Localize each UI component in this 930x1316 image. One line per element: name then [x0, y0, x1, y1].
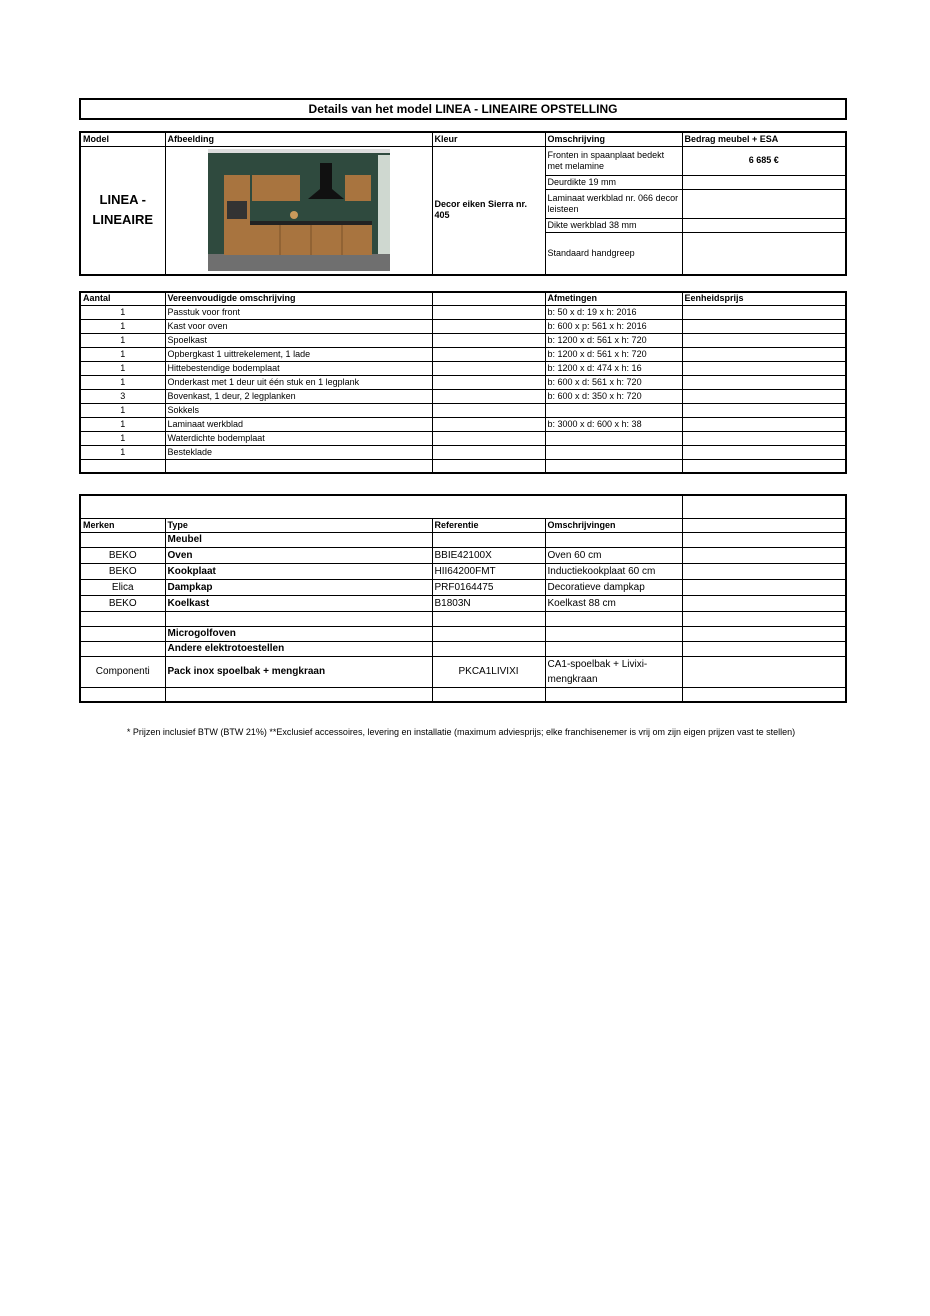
header-kleur: Kleur — [432, 132, 545, 146]
brand-omschrijving: Decoratieve dampkap — [545, 579, 682, 595]
item-omschrijving: Passtuk voor front — [165, 305, 432, 319]
table-row — [80, 305, 846, 319]
item-omschrijving: Hittebestendige bodemplaat — [165, 361, 432, 375]
brand-merk: Elica — [80, 579, 165, 595]
componenti-merk: Componenti — [80, 656, 165, 687]
item-prijs — [682, 417, 846, 431]
bedrag-empty-4 — [682, 218, 846, 232]
item-empty — [432, 319, 545, 333]
item-empty — [432, 445, 545, 459]
item-aantal: 1 — [80, 305, 165, 319]
blank-cell — [165, 611, 432, 626]
item-aantal — [80, 459, 165, 473]
componenti-referentie: PKCA1LIVIXI — [432, 656, 545, 687]
brand-merk: BEKO — [80, 547, 165, 563]
omschrijving-1: Fronten in spaanplaat bedekt met melamine — [545, 146, 682, 175]
items-table — [79, 291, 847, 474]
blank-cell — [432, 626, 545, 641]
header-vereenvoudigde: Vereenvoudigde omschrijving — [165, 292, 432, 305]
brand-empty — [682, 563, 846, 579]
item-aantal: 1 — [80, 375, 165, 389]
blank-cell — [682, 626, 846, 641]
header-eenheidsprijs: Eenheidsprijs — [682, 292, 846, 305]
table-row — [80, 445, 846, 459]
brand-empty — [682, 547, 846, 563]
brands-top-empty — [80, 495, 682, 518]
item-empty — [432, 347, 545, 361]
section-microgolf: Microgolfoven — [165, 626, 432, 641]
item-prijs — [682, 305, 846, 319]
item-prijs — [682, 445, 846, 459]
item-prijs — [682, 403, 846, 417]
item-empty — [432, 431, 545, 445]
brand-type: Dampkap — [165, 579, 432, 595]
brand-omschrijving: Oven 60 cm — [545, 547, 682, 563]
item-aantal: 1 — [80, 445, 165, 459]
table-row — [80, 595, 846, 611]
blank-cell — [80, 641, 165, 656]
blank-cell — [432, 641, 545, 656]
table-row — [80, 375, 846, 389]
model-table — [79, 131, 847, 276]
footnote: * Prijzen inclusief BTW (BTW 21%) **Exclusief accessoires, levering en installatie (maximum adviesprijs; elke franchisenemer is vrij om zijn eigen prijzen vast te stellen) — [126, 727, 796, 737]
item-omschrijving — [165, 459, 432, 473]
header-empty — [432, 292, 545, 305]
kitchen-image-cell — [165, 146, 432, 275]
header-empty — [682, 518, 846, 532]
blank-cell — [682, 611, 846, 626]
item-aantal: 1 — [80, 347, 165, 361]
blank-cell — [545, 626, 682, 641]
header-merken: Merken — [80, 518, 165, 532]
page-title: Details van het model LINEA - LINEAIRE OPSTELLING — [79, 98, 847, 120]
item-afmetingen: b: 3000 x d: 600 x h: 38 — [545, 417, 682, 431]
brand-type: Koelkast — [165, 595, 432, 611]
blank-cell — [432, 687, 545, 702]
item-omschrijving: Sokkels — [165, 403, 432, 417]
item-omschrijving: Bovenkast, 1 deur, 2 legplanken — [165, 389, 432, 403]
brand-referentie: HII64200FMT — [432, 563, 545, 579]
item-prijs — [682, 431, 846, 445]
section-meubel: Meubel — [165, 532, 432, 547]
header-referentie: Referentie — [432, 518, 545, 532]
header-omschrijvingen: Omschrijvingen — [545, 518, 682, 532]
item-omschrijving: Waterdichte bodemplaat — [165, 431, 432, 445]
item-prijs — [682, 319, 846, 333]
item-afmetingen: b: 600 x p: 561 x h: 2016 — [545, 319, 682, 333]
table-row — [80, 579, 846, 595]
header-model: Model — [80, 132, 165, 146]
bedrag-value: 6 685 € — [682, 146, 846, 175]
item-empty — [432, 389, 545, 403]
item-empty — [432, 361, 545, 375]
item-aantal: 3 — [80, 389, 165, 403]
brand-empty — [682, 595, 846, 611]
item-empty — [432, 305, 545, 319]
blank-cell — [545, 611, 682, 626]
item-aantal: 1 — [80, 431, 165, 445]
item-omschrijving: Laminaat werkblad — [165, 417, 432, 431]
blank-cell — [80, 611, 165, 626]
item-prijs — [682, 389, 846, 403]
model-name: LINEA - LINEAIRE — [80, 146, 165, 275]
table-row — [80, 431, 846, 445]
item-aantal: 1 — [80, 319, 165, 333]
item-empty — [432, 459, 545, 473]
table-row — [80, 347, 846, 361]
item-afmetingen: b: 1200 x d: 474 x h: 16 — [545, 361, 682, 375]
brand-type: Oven — [165, 547, 432, 563]
blank-cell — [682, 641, 846, 656]
bedrag-empty-3 — [682, 189, 846, 218]
item-prijs — [682, 347, 846, 361]
table-row — [80, 459, 846, 473]
item-empty — [432, 375, 545, 389]
item-omschrijving: Opbergkast 1 uittrekelement, 1 lade — [165, 347, 432, 361]
bedrag-empty-2 — [682, 175, 846, 189]
meubel-empty — [682, 532, 846, 547]
omschrijving-4: Dikte werkblad 38 mm — [545, 218, 682, 232]
table-row — [80, 563, 846, 579]
item-afmetingen: b: 600 x d: 350 x h: 720 — [545, 389, 682, 403]
table-row — [80, 656, 846, 687]
item-prijs — [682, 333, 846, 347]
table-row — [80, 547, 846, 563]
brand-empty — [682, 579, 846, 595]
omschrijving-3: Laminaat werkblad nr. 066 decor leisteen — [545, 189, 682, 218]
item-afmetingen: b: 600 x d: 561 x h: 720 — [545, 375, 682, 389]
brand-omschrijving: Inductiekookplaat 60 cm — [545, 563, 682, 579]
item-omschrijving: Besteklade — [165, 445, 432, 459]
brand-referentie: PRF0164475 — [432, 579, 545, 595]
item-empty — [432, 417, 545, 431]
section-andere: Andere elektrotoestellen — [165, 641, 432, 656]
kitchen-image — [208, 149, 390, 271]
componenti-type: Pack inox spoelbak + mengkraan — [165, 656, 432, 687]
header-type: Type — [165, 518, 432, 532]
header-aantal: Aantal — [80, 292, 165, 305]
meubel-empty — [545, 532, 682, 547]
item-afmetingen: b: 50 x d: 19 x h: 2016 — [545, 305, 682, 319]
kleur-value: Decor eiken Sierra nr. 405 — [432, 146, 545, 275]
brand-omschrijving: Koelkast 88 cm — [545, 595, 682, 611]
blank-cell — [165, 687, 432, 702]
blank-cell — [432, 611, 545, 626]
item-omschrijving: Onderkast met 1 deur uit één stuk en 1 legplank — [165, 375, 432, 389]
table-row — [80, 403, 846, 417]
header-afbeelding: Afbeelding — [165, 132, 432, 146]
componenti-omschrijving: CA1-spoelbak + Livixi-mengkraan — [545, 656, 682, 687]
table-row — [80, 389, 846, 403]
item-prijs — [682, 459, 846, 473]
header-afmetingen: Afmetingen — [545, 292, 682, 305]
meubel-empty — [432, 532, 545, 547]
blank-cell — [80, 687, 165, 702]
header-omschrijving: Omschrijving — [545, 132, 682, 146]
bedrag-empty-5 — [682, 232, 846, 275]
item-prijs — [682, 361, 846, 375]
blank-cell — [80, 626, 165, 641]
item-aantal: 1 — [80, 333, 165, 347]
omschrijving-5: Standaard handgreep — [545, 232, 682, 275]
item-afmetingen — [545, 431, 682, 445]
blank-cell — [545, 641, 682, 656]
table-row — [80, 417, 846, 431]
item-aantal: 1 — [80, 361, 165, 375]
brand-referentie: B1803N — [432, 595, 545, 611]
brand-merk: BEKO — [80, 563, 165, 579]
omschrijving-2: Deurdikte 19 mm — [545, 175, 682, 189]
table-row — [80, 333, 846, 347]
item-prijs — [682, 375, 846, 389]
item-afmetingen — [545, 459, 682, 473]
brand-merk: BEKO — [80, 595, 165, 611]
item-omschrijving: Spoelkast — [165, 333, 432, 347]
brands-table — [79, 494, 847, 703]
item-empty — [432, 403, 545, 417]
item-afmetingen — [545, 445, 682, 459]
brands-top-empty-right — [682, 495, 846, 518]
blank-cell — [682, 656, 846, 687]
item-empty — [432, 333, 545, 347]
brand-referentie: BBIE42100X — [432, 547, 545, 563]
blank-cell — [682, 687, 846, 702]
item-omschrijving: Kast voor oven — [165, 319, 432, 333]
item-afmetingen: b: 1200 x d: 561 x h: 720 — [545, 347, 682, 361]
item-afmetingen — [545, 403, 682, 417]
brand-type: Kookplaat — [165, 563, 432, 579]
blank-cell — [545, 687, 682, 702]
item-aantal: 1 — [80, 417, 165, 431]
item-afmetingen: b: 1200 x d: 561 x h: 720 — [545, 333, 682, 347]
meubel-empty — [80, 532, 165, 547]
table-row — [80, 361, 846, 375]
table-row — [80, 319, 846, 333]
item-aantal: 1 — [80, 403, 165, 417]
header-bedrag: Bedrag meubel + ESA — [682, 132, 846, 146]
